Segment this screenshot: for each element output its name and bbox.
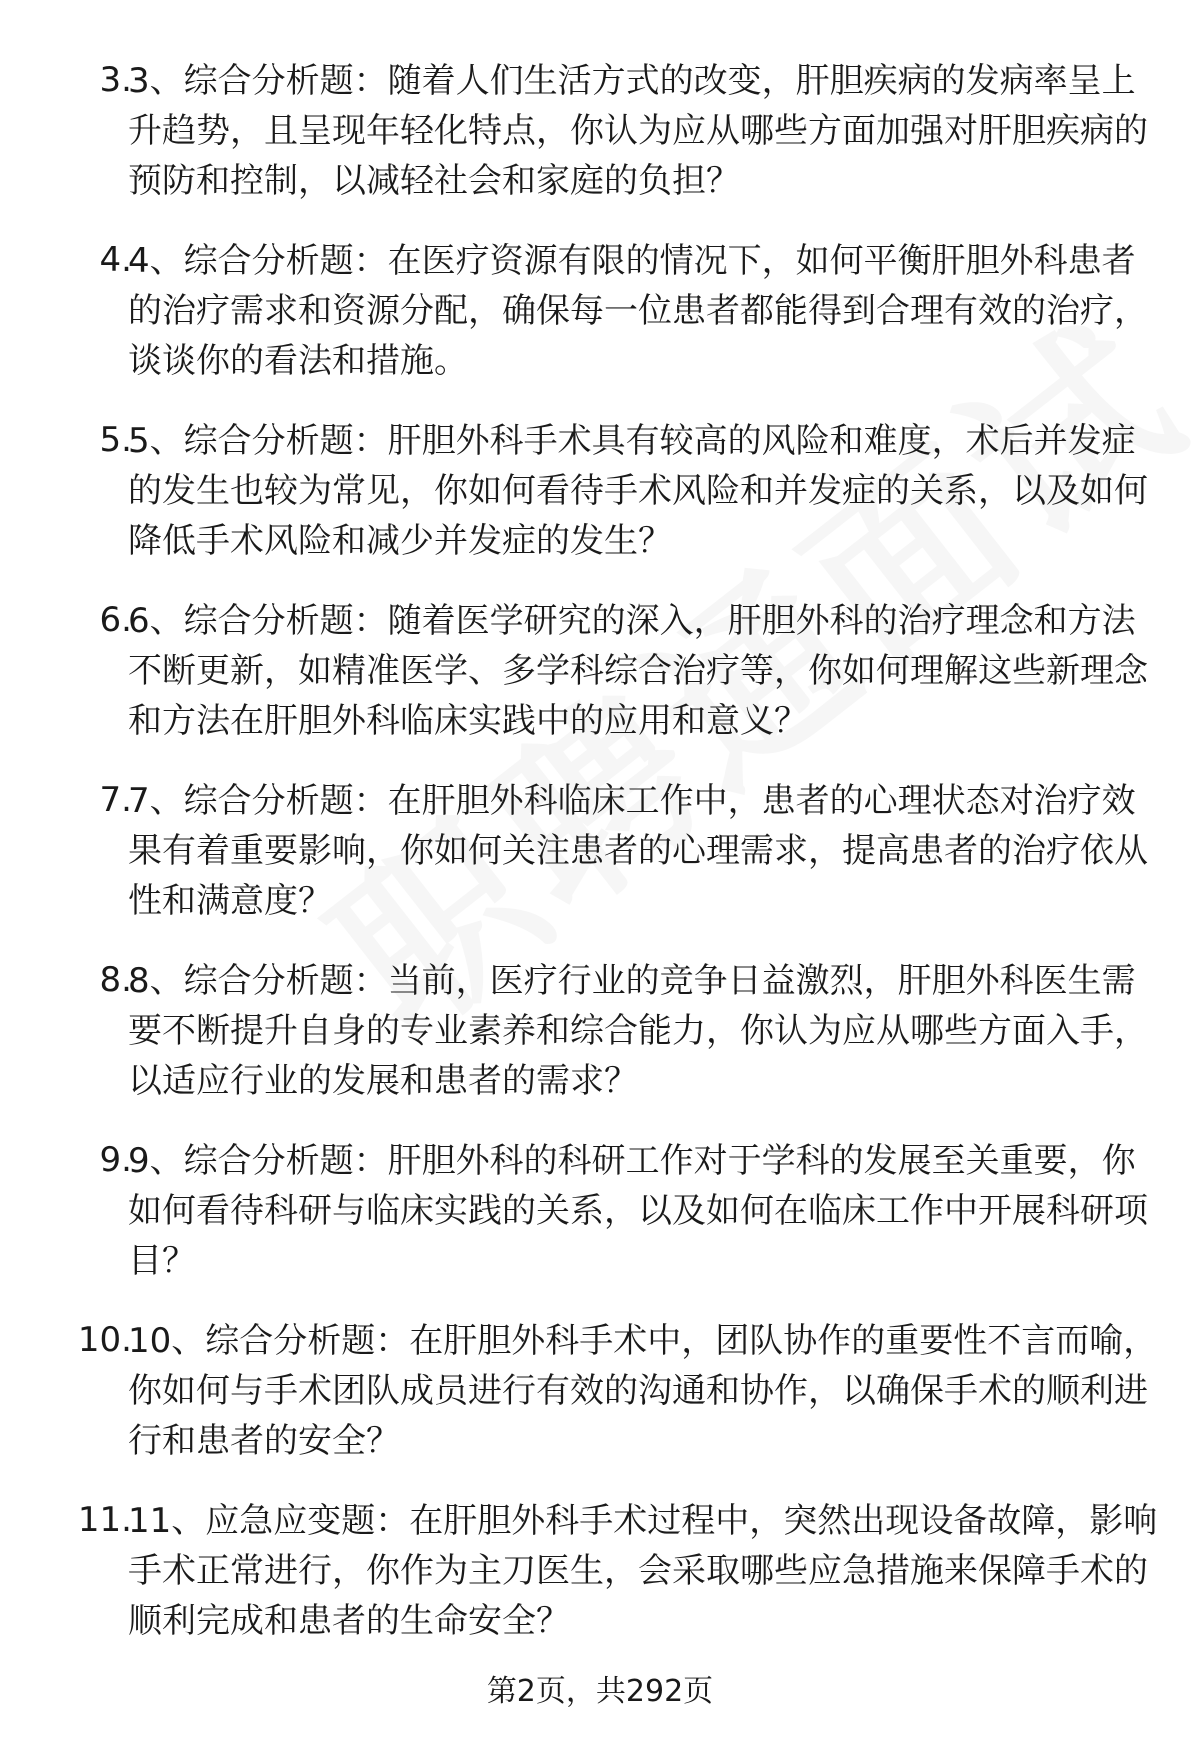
question-number: 8. [99,960,132,1000]
question-text: 10、综合分析题：在肝胆外科手术中，团队协作的重要性不言而喻，你如何与手术团队成员进行有效的沟通和协作，以确保手术的顺利进行和患者的安全？ [128,1321,1158,1461]
question-text: 8、综合分析题：当前，医疗行业的竞争日益激烈，肝胆外科医生需要不断提升自身的专业素养和综合能力，你认为应从哪些方面入手，以适应行业的发展和患者的需求？ [128,961,1148,1101]
list-item [0,956,1200,1120]
question-text: 3、综合分析题：随着人们生活方式的改变，肝胆疾病的发病率呈上升趋势，且呈现年轻化特点，你认为应从哪些方面加强对肝胆疾病的预防和控制，以减轻社会和家庭的负担？ [128,61,1148,201]
question-list [0,56,1200,1676]
list-item [0,236,1200,400]
question-text: 6、综合分析题：随着医学研究的深入，肝胆外科的治疗理念和方法不断更新，如精准医学、多学科综合治疗等，你如何理解这些新理念和方法在肝胆外科临床实践中的应用和意义？ [128,601,1148,741]
page-indicator: 第2页，共292页 [486,1674,714,1709]
question-number: 9. [99,1140,132,1180]
question-text: 5、综合分析题：肝胆外科手术具有较高的风险和难度，术后并发症的发生也较为常见，你如何看待手术风险和并发症的关系，以及如何降低手术风险和减少并发症的发生？ [128,421,1148,561]
question-number: 6. [99,600,132,640]
list-item [0,776,1200,940]
question-text: 11、应急应变题：在肝胆外科手术过程中，突然出现设备故障，影响手术正常进行，你作为主刀医生，会采取哪些应急措施来保障手术的顺利完成和患者的生命安全？ [128,1501,1158,1641]
question-text: 7、综合分析题：在肝胆外科临床工作中，患者的心理状态对治疗效果有着重要影响，你如何关注患者的心理需求，提高患者的治疗依从性和满意度？ [128,781,1148,921]
question-number: 4. [99,240,132,280]
question-number: 5. [99,420,132,460]
question-number: 7. [99,780,132,820]
list-item [0,1136,1200,1300]
list-item [0,1316,1200,1480]
list-item [0,1496,1200,1660]
question-number: 10. [77,1320,132,1360]
question-text: 9、综合分析题：肝胆外科的科研工作对于学科的发展至关重要，你如何看待科研与临床实践的关系，以及如何在临床工作中开展科研项目？ [128,1141,1148,1281]
question-number: 11. [77,1500,132,1540]
list-item [0,416,1200,580]
question-text: 4、综合分析题：在医疗资源有限的情况下，如何平衡肝胆外科患者的治疗需求和资源分配，确保每一位患者都能得到合理有效的治疗，谈谈你的看法和措施。 [128,241,1148,381]
list-item [0,56,1200,220]
list-item [0,596,1200,760]
question-number: 3. [99,60,132,100]
